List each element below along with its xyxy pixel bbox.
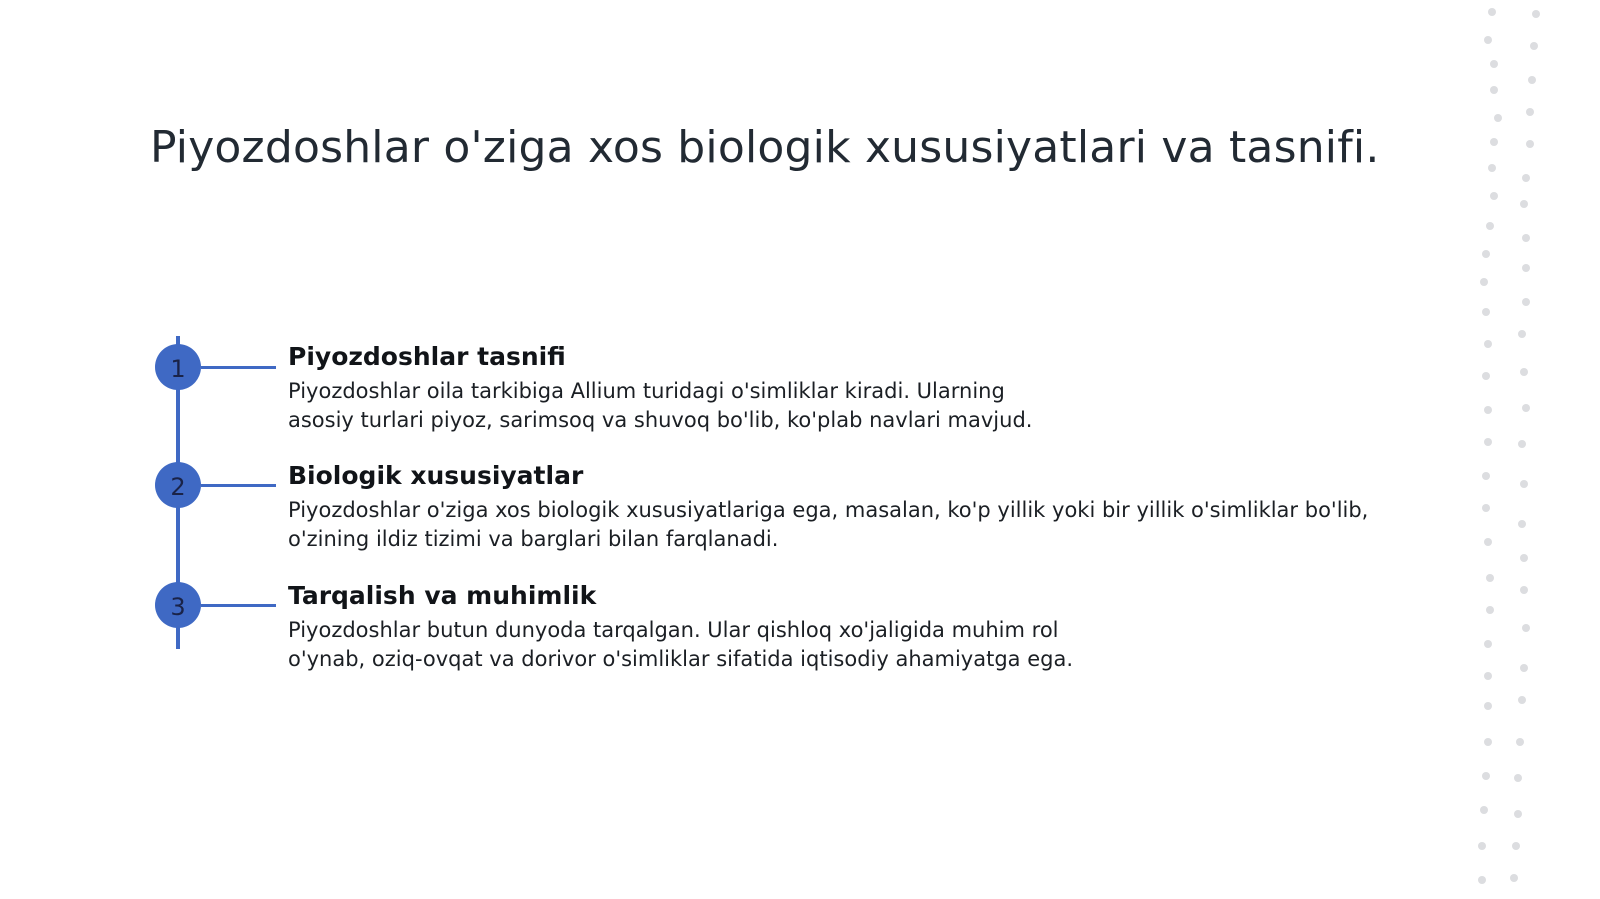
slide-title: Piyozdoshlar o'ziga xos biologik xususiyatlari va tasnifi. xyxy=(150,122,1380,173)
step-connector xyxy=(201,604,276,607)
step-connector xyxy=(201,484,276,487)
decorative-dot-pattern xyxy=(1460,0,1600,899)
step-number-badge: 3 xyxy=(155,582,201,628)
step-number-badge: 2 xyxy=(155,462,201,508)
step-heading: Biologik xususiyatlar xyxy=(288,461,584,490)
step-connector xyxy=(201,366,276,369)
step-description: Piyozdoshlar butun dunyoda tarqalgan. Ular qishloq xo'jaligida muhim rol o'ynab, oziq-ovqat va dorivor o'simliklar sifatida iqtisodiy ahamiyatga ega. xyxy=(288,618,1073,671)
step-heading: Tarqalish va muhimlik xyxy=(288,581,597,610)
step-description: Piyozdoshlar oila tarkibiga Allium turidagi o'simliklar kiradi. Ularning asosiy turlari piyoz, sarimsoq va shuvoq bo'lib, ko'plab navlari mavjud. xyxy=(288,379,1033,432)
step-heading: Piyozdoshlar tasnifi xyxy=(288,342,566,371)
step-description: Piyozdoshlar o'ziga xos biologik xususiyatlariga ega, masalan, ko'p yillik yoki bir yillik o'simliklar bo'lib, o'zining ildiz tizimi va barglari bilan farqlanadi. xyxy=(288,498,1369,551)
step-number-badge: 1 xyxy=(155,344,201,390)
